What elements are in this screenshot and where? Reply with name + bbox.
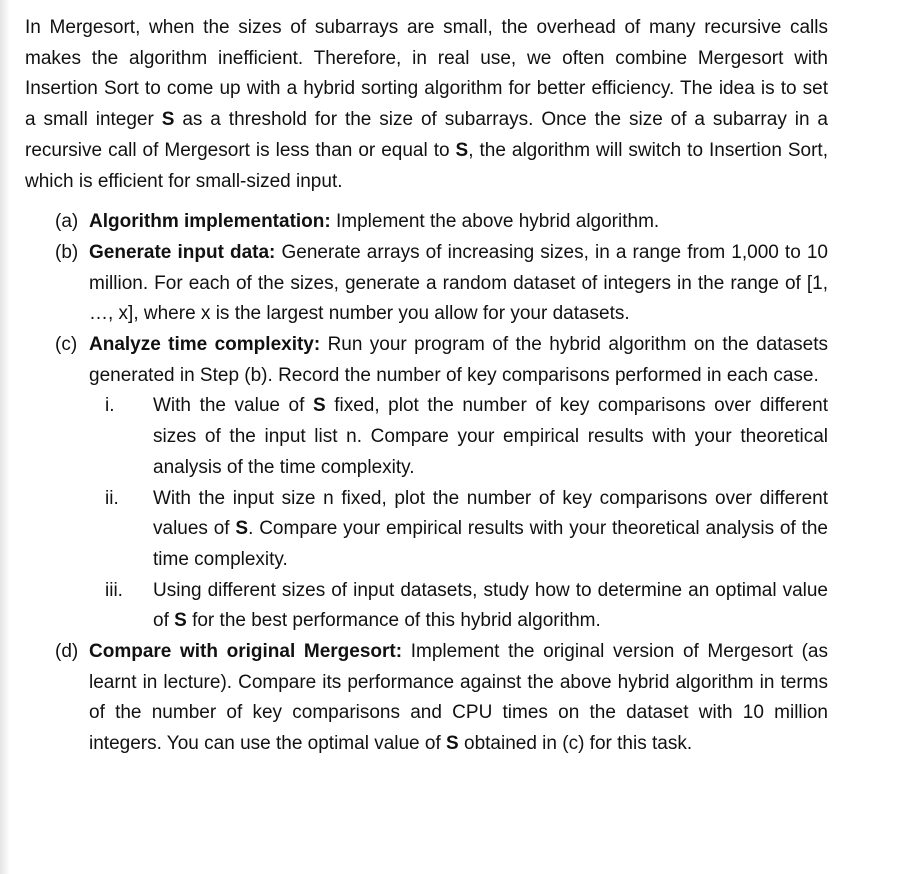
item-d-text-1: Implement the original version of Mergesort (as learnt in lecture). Compare its performance against the above hybrid algorithm in terms of the number of key comparisons and CPU times on the dataset with 10 million integers. You can use the optimal value of	[89, 641, 829, 755]
item-d-title: Compare with original Mergesort:	[89, 641, 403, 663]
intro-s-1: S	[161, 109, 175, 131]
item-c-label: (c)	[55, 334, 78, 356]
sub-iii-text-2: for the best performance of this hybrid algorithm.	[186, 610, 601, 632]
item-c	[25, 330, 828, 391]
item-a-title: Algorithm implementation:	[89, 211, 331, 233]
sub-iii-label: iii.	[105, 579, 123, 601]
document-body	[25, 13, 828, 760]
item-d-label: (d)	[55, 641, 79, 663]
item-b-text: Generate arrays of increasing sizes, in a range from 1,000 to 10 million. For each of the sizes, generate a random dataset of integers in the range of [1, …, x], where x is the largest number you allow for your datasets.	[89, 241, 828, 325]
intro-paragraph	[25, 13, 828, 197]
item-c-sub-i	[25, 391, 828, 483]
item-c-sub-iii	[25, 576, 828, 637]
sub-i-text-2: fixed, plot the number of key comparisons over different sizes of the input list n. Compare your empirical results with your theoretical analysis of the time complexity.	[153, 395, 828, 478]
item-c-title: Analyze time complexity:	[89, 334, 321, 356]
page-edge-shadow	[0, 0, 10, 874]
intro-text-2: as a threshold for the size of subarrays. Once the size of a subarray in a recursive call of Mergesort is less than or equal to	[25, 109, 828, 161]
intro-text-3: , the algorithm will switch to Insertion Sort, which is efficient for small-sized input.	[25, 139, 828, 192]
item-d	[25, 637, 828, 760]
item-a-text: Implement the above hybrid algorithm.	[330, 211, 660, 233]
item-a	[25, 207, 828, 238]
item-c-text: Run your program of the hybrid algorithm on the datasets generated in Step (b). Record the number of key comparisons performed in each case.	[89, 334, 828, 386]
sub-ii-text-1: With the input size n fixed, plot the number of key comparisons over different values of	[153, 487, 828, 540]
item-b-label: (b)	[55, 241, 79, 263]
sub-ii-s: S	[235, 518, 249, 540]
sub-i-label: i.	[105, 395, 115, 417]
item-d-text-2: obtained in (c) for this task.	[458, 733, 693, 755]
sub-i-text-1: With the value of	[153, 395, 313, 417]
intro-s-2: S	[455, 139, 469, 161]
intro-text-1: In Mergesort, when the sizes of subarrays are small, the overhead of many recursive calls makes the algorithm inefficient. Therefore, in real use, we often combine Mergesort with Insertion Sort to come up with a hybrid sorting algorithm for better efficiency. The idea is to set a small integer	[25, 17, 828, 131]
item-c-sub-ii	[25, 484, 828, 576]
item-d-s: S	[446, 733, 459, 755]
item-b	[25, 238, 828, 330]
sub-ii-label: ii.	[105, 487, 119, 509]
sub-ii-text-2: . Compare your empirical results with your theoretical analysis of the time complexity.	[153, 518, 829, 570]
sub-iii-text-1: Using different sizes of input datasets, study how to determine an optimal value of	[153, 579, 828, 632]
item-a-label: (a)	[55, 211, 79, 233]
sub-iii-s: S	[174, 610, 187, 632]
item-b-title: Generate input data:	[89, 241, 276, 263]
sub-i-s: S	[312, 395, 326, 417]
